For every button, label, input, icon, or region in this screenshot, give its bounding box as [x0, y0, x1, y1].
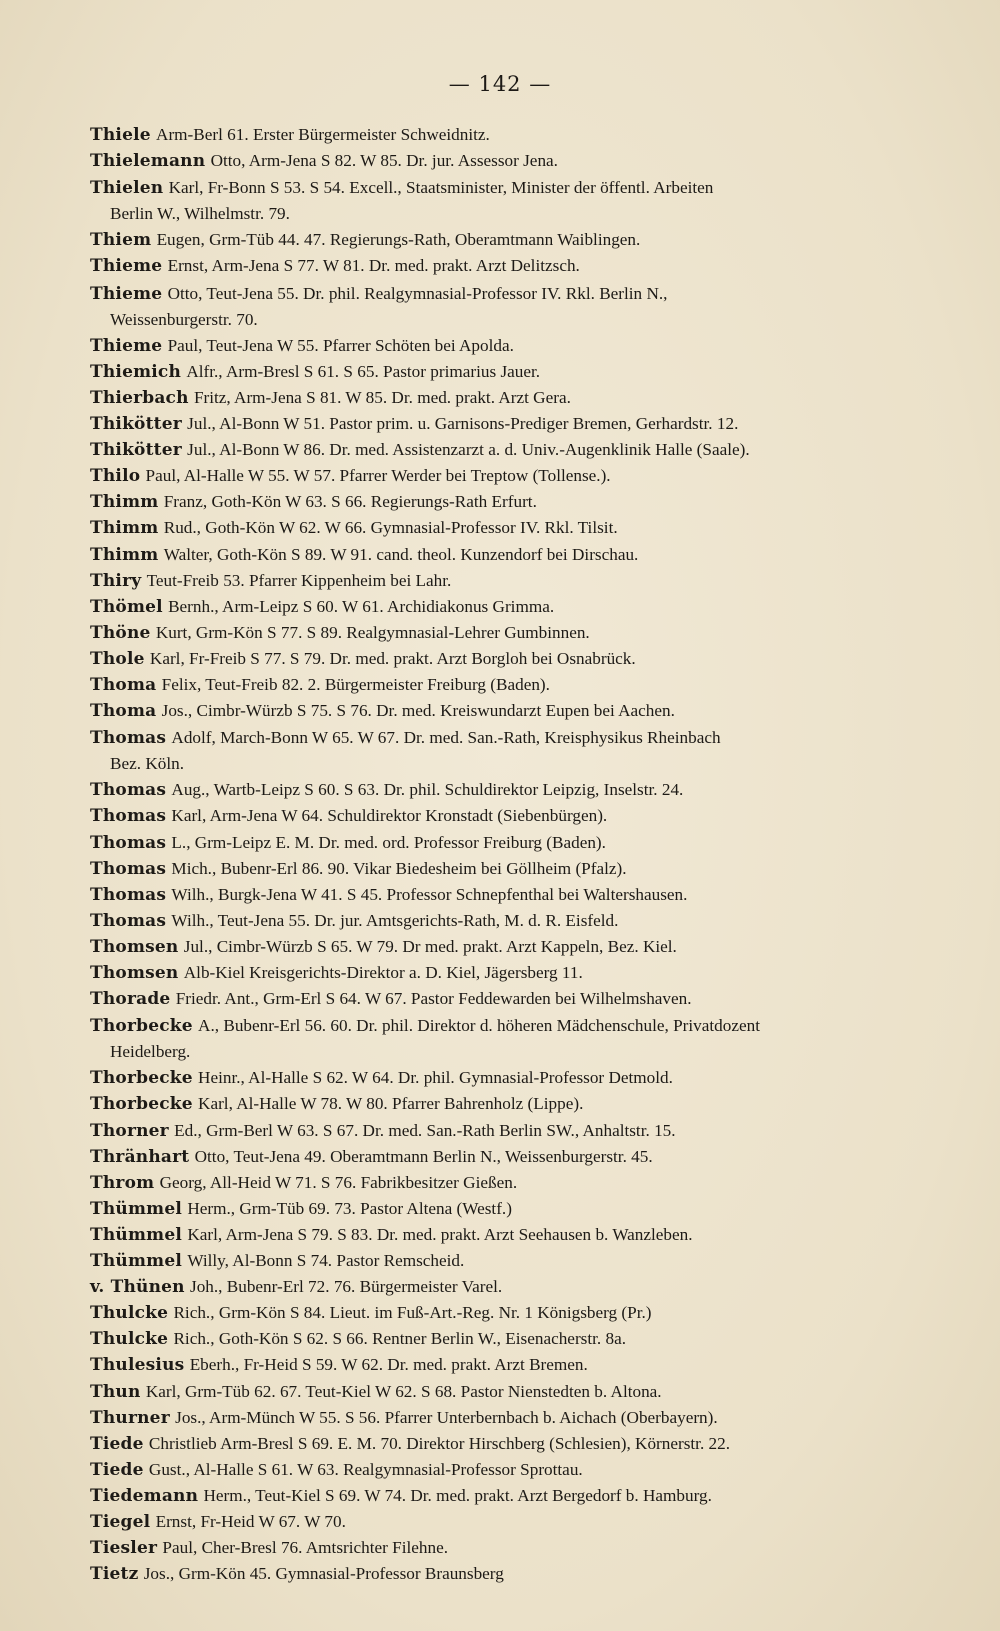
entry-text: Otto, Teut-Jena 55. Dr. phil. Realgymnasial-Professor IV. Rkl. Berlin N.,: [167, 283, 668, 303]
list-item: [90, 542, 970, 568]
entry-text: Rich., Goth-Kön S 62. S 66. Rentner Berlin W., Eisenacherstr. 8a.: [173, 1329, 627, 1349]
entry-surname: Thiry: [90, 570, 142, 591]
entry-continuation: Bez. Köln.: [110, 754, 184, 774]
entry-text: Wilh., Teut-Jena 55. Dr. jur. Amtsgerichts-Rath, M. d. R. Eisfeld.: [171, 910, 619, 930]
list-item: [90, 934, 970, 960]
list-item: [90, 803, 970, 829]
list-item: [90, 1405, 970, 1431]
list-item: [90, 882, 970, 908]
list-item: [90, 1379, 970, 1405]
entry-surname: Tiede: [90, 1433, 144, 1454]
list-item: [90, 1144, 970, 1170]
entry-surname: Thimm: [90, 544, 159, 565]
entry-surname: Thränhart: [90, 1146, 190, 1167]
list-item: [90, 1300, 970, 1326]
list-item: [90, 672, 970, 698]
list-item: [90, 856, 970, 882]
list-item: [90, 1457, 970, 1483]
entry-surname: Thümmel: [90, 1198, 183, 1219]
entry-surname: Thielemann: [90, 151, 206, 172]
list-item: [90, 830, 970, 856]
entry-text: Karl, Al-Halle W 78. W 80. Pfarrer Bahrenholz (Lippe).: [198, 1094, 584, 1114]
list-item: [90, 777, 970, 803]
list-item: [90, 1326, 970, 1352]
entry-surname: Thomsen: [90, 936, 179, 957]
list-item: [90, 568, 970, 594]
entry-surname: Tiesler: [90, 1538, 158, 1559]
list-item: [90, 411, 970, 437]
entry-surname: Thikötter: [90, 414, 182, 435]
entry-text: Adolf, March-Bonn W 65. W 67. Dr. med. San.-Rath, Kreisphysikus Rheinbach: [171, 728, 721, 748]
entry-text: Jul., Al-Bonn W 51. Pastor prim. u. Garnisons-Prediger Bremen, Gerhardstr. 12.: [187, 414, 739, 434]
entry-surname: Thieme: [90, 335, 163, 356]
entry-surname: Thorbecke: [90, 1016, 193, 1037]
list-item: [90, 960, 970, 986]
entry-text: Heinr., Al-Halle S 62. W 64. Dr. phil. Gymnasial-Professor Detmold.: [198, 1068, 673, 1088]
entry-text: Ernst, Arm-Jena S 77. W 81. Dr. med. prakt. Arzt Delitzsch.: [167, 256, 580, 276]
entry-surname: Thomas: [90, 832, 167, 853]
entry-text: Karl, Fr-Bonn S 53. S 54. Excell., Staatsminister, Minister der öffentl. Arbeiten: [168, 178, 714, 198]
entry-surname: Thomas: [90, 858, 167, 879]
entry-text: Aug., Wartb-Leipz S 60. S 63. Dr. phil. Schuldirektor Leipzig, Inselstr. 24.: [171, 780, 684, 800]
entry-text: Karl, Arm-Jena S 79. S 83. Dr. med. prakt. Arzt Seehausen b. Wanzleben.: [187, 1224, 693, 1244]
list-item: [90, 515, 970, 541]
list-item: [90, 1248, 970, 1274]
entry-text: Jul., Al-Bonn W 86. Dr. med. Assistenzarzt a. d. Univ.-Augenklinik Halle (Saale).: [187, 440, 750, 460]
entry-surname: Tiedemann: [90, 1485, 199, 1506]
entry-surname: Thomas: [90, 806, 167, 827]
list-item: [90, 646, 970, 672]
entry-surname: Tietz: [90, 1564, 139, 1585]
entry-text: Karl, Grm-Tüb 62. 67. Teut-Kiel W 62. S 68. Pastor Nienstedten b. Altona.: [145, 1381, 662, 1401]
entry-text: Walter, Goth-Kön S 89. W 91. cand. theol. Kunzendorf bei Dirschau.: [163, 544, 639, 564]
entry-surname: Thimm: [90, 518, 159, 539]
entry-surname: Thorner: [90, 1120, 169, 1141]
entry-text: Ed., Grm-Berl W 63. S 67. Dr. med. San.-Rath Berlin SW., Anhaltstr. 15.: [174, 1120, 676, 1140]
entry-continuation: Weissenburgerstr. 70.: [110, 309, 258, 329]
entry-text: Franz, Goth-Kön W 63. S 66. Regierungs-Rath Erfurt.: [163, 492, 537, 512]
list-item: [90, 281, 970, 333]
entry-surname: Thorbecke: [90, 1068, 193, 1089]
entry-text: Friedr. Ant., Grm-Erl S 64. W 67. Pastor Feddewarden bei Wilhelmshaven.: [175, 989, 692, 1009]
entry-surname: Thierbach: [90, 387, 189, 408]
entry-text: Jos., Cimbr-Würzb S 75. S 76. Dr. med. Kreiswundarzt Eupen bei Aachen.: [161, 701, 675, 721]
entry-continuation: Berlin W., Wilhelmstr. 79.: [110, 204, 290, 224]
list-item: [90, 1118, 970, 1144]
entry-text: Jos., Grm-Kön 45. Gymnasial-Professor Braunsberg: [143, 1564, 504, 1584]
list-item: [90, 489, 970, 515]
list-item: [90, 1509, 970, 1535]
list-item: [90, 148, 970, 174]
list-item: [90, 698, 970, 724]
entry-text: Joh., Bubenr-Erl 72. 76. Bürgermeister Varel.: [190, 1277, 503, 1297]
entry-text: Otto, Arm-Jena S 82. W 85. Dr. jur. Assessor Jena.: [210, 151, 558, 171]
entry-text: Alfr., Arm-Bresl S 61. S 65. Pastor primarius Jauer.: [186, 361, 541, 381]
entry-text: Otto, Teut-Jena 49. Oberamtmann Berlin N., Weissenburgerstr. 45.: [194, 1146, 653, 1166]
list-item: [90, 1483, 970, 1509]
entry-text: Kurt, Grm-Kön S 77. S 89. Realgymnasial-Lehrer Gumbinnen.: [155, 622, 590, 642]
entry-text: Georg, All-Heid W 71. S 76. Fabrikbesitzer Gießen.: [159, 1172, 518, 1192]
entry-text: Rud., Goth-Kön W 62. W 66. Gymnasial-Professor IV. Rkl. Tilsit.: [163, 518, 618, 538]
entry-surname: Thulesius: [90, 1355, 185, 1376]
entry-text: Paul, Al-Halle W 55. W 57. Pfarrer Werder bei Treptow (Tollense.).: [145, 466, 611, 486]
entry-text: Teut-Freib 53. Pfarrer Kippenheim bei Lahr.: [146, 570, 452, 590]
list-item: [90, 253, 970, 279]
entry-surname: Thomas: [90, 910, 167, 931]
entry-surname: Thomsen: [90, 963, 179, 983]
entry-surname: Thikötter: [90, 440, 182, 461]
list-item: [90, 227, 970, 253]
list-item: [90, 908, 970, 934]
list-item: [90, 437, 970, 463]
entry-surname: Thümmel: [90, 1251, 183, 1272]
list-item: [90, 1065, 970, 1091]
entry-surname: Thöne: [90, 622, 151, 643]
entry-text: Alb-Kiel Kreisgerichts-Direktor a. D. Kiel, Jägersberg 11.: [183, 963, 583, 982]
page-number: — 142 —: [448, 72, 552, 96]
entry-surname: Thole: [90, 648, 145, 669]
entry-text: Arm-Berl 61. Erster Bürgermeister Schweidnitz.: [156, 125, 490, 144]
entry-text: Bernh., Arm-Leipz S 60. W 61. Archidiakonus Grimma.: [168, 596, 555, 616]
list-item: [90, 1222, 970, 1248]
entry-text: L., Grm-Leipz E. M. Dr. med. ord. Professor Freiburg (Baden).: [171, 832, 606, 852]
entry-text: Christlieb Arm-Bresl S 69. E. M. 70. Direktor Hirschberg (Schlesien), Körnerstr. 22.: [148, 1433, 731, 1453]
entry-surname: Thilo: [90, 466, 141, 487]
entry-text: Ernst, Fr-Heid W 67. W 70.: [155, 1511, 346, 1531]
entry-text: Mich., Bubenr-Erl 86. 90. Vikar Biedesheim bei Göllheim (Pfalz).: [171, 858, 627, 878]
entry-text: Eberh., Fr-Heid S 59. W 62. Dr. med. prakt. Arzt Bremen.: [189, 1355, 588, 1375]
entry-text: Karl, Arm-Jena W 64. Schuldirektor Kronstadt (Siebenbürgen).: [171, 806, 608, 826]
entry-text: Jul., Cimbr-Würzb S 65. W 79. Dr med. prakt. Arzt Kappeln, Bez. Kiel.: [183, 936, 677, 956]
list-item: [90, 1196, 970, 1222]
list-item: [90, 385, 970, 411]
entry-text: Eugen, Grm-Tüb 44. 47. Regierungs-Rath, Oberamtmann Waiblingen.: [156, 230, 641, 250]
entry-surname: Thiele: [90, 125, 151, 145]
entry-surname: Thulcke: [90, 1329, 169, 1350]
entry-surname: Thomas: [90, 728, 167, 749]
entry-surname: Thurner: [90, 1407, 170, 1428]
entry-text: Jos., Arm-Münch W 55. S 56. Pfarrer Unterbernbach b. Aichach (Oberbayern).: [175, 1407, 718, 1427]
entry-text: Willy, Al-Bonn S 74. Pastor Remscheid.: [187, 1251, 465, 1271]
entry-surname: Thieme: [90, 283, 163, 304]
list-item: [90, 1013, 970, 1065]
entry-text: Paul, Teut-Jena W 55. Pfarrer Schöten bei Apolda.: [167, 335, 514, 355]
entry-surname: Thieme: [90, 256, 163, 277]
entry-surname: Thoma: [90, 701, 157, 722]
entry-surname: Thümmel: [90, 1224, 183, 1245]
entry-text: Wilh., Burgk-Jena W 41. S 45. Professor Schnepfenthal bei Waltershausen.: [171, 884, 688, 904]
list-item: [90, 1561, 970, 1587]
entry-surname: Thömel: [90, 596, 163, 617]
entry-surname: Thulcke: [90, 1303, 169, 1324]
entry-surname: Thomas: [90, 884, 167, 905]
list-item: [90, 1170, 970, 1196]
entry-text: Felix, Teut-Freib 82. 2. Bürgermeister Freiburg (Baden).: [161, 674, 550, 694]
entry-surname: Thorbecke: [90, 1094, 193, 1115]
list-item: [90, 1431, 970, 1457]
entry-surname: Thimm: [90, 492, 159, 513]
list-item: [90, 463, 970, 489]
list-item: [90, 1274, 970, 1300]
entry-surname: Thiem: [90, 230, 152, 251]
list-item: [90, 986, 970, 1012]
entry-text: Herm., Grm-Tüb 69. 73. Pastor Altena (Westf.): [187, 1198, 512, 1218]
entry-surname: Thoma: [90, 674, 157, 695]
list-item: [90, 122, 970, 148]
entry-text: A., Bubenr-Erl 56. 60. Dr. phil. Direktor d. höheren Mädchenschule, Privatdozent: [198, 1016, 760, 1036]
entry-text: Karl, Fr-Freib S 77. S 79. Dr. med. prakt. Arzt Borgloh bei Osnabrück.: [149, 648, 636, 668]
entry-surname: Throm: [90, 1172, 155, 1193]
list-item: [90, 1352, 970, 1378]
entry-surname: v. Thünen: [90, 1277, 185, 1298]
entry-surname: Thun: [90, 1381, 141, 1402]
list-item: [90, 620, 970, 646]
entry-list: [90, 122, 970, 1587]
entry-surname: Tiegel: [90, 1511, 151, 1532]
list-item: [90, 359, 970, 385]
entry-surname: Thorade: [90, 989, 171, 1010]
entry-text: Gust., Al-Halle S 61. W 63. Realgymnasial-Professor Sprottau.: [148, 1459, 583, 1479]
entry-text: Rich., Grm-Kön S 84. Lieut. im Fuß-Art.-Reg. Nr. 1 Königsberg (Pr.): [173, 1303, 652, 1323]
entry-surname: Thielen: [90, 178, 164, 199]
entry-text: Herm., Teut-Kiel S 69. W 74. Dr. med. prakt. Arzt Bergedorf b. Hamburg.: [203, 1485, 712, 1505]
entry-text: Paul, Cher-Bresl 76. Amtsrichter Filehne.: [162, 1538, 449, 1558]
entry-surname: Tiede: [90, 1459, 144, 1480]
list-item: [90, 1535, 970, 1561]
list-item: [90, 594, 970, 620]
entry-text: Fritz, Arm-Jena S 81. W 85. Dr. med. prakt. Arzt Gera.: [193, 387, 571, 407]
list-item: [90, 333, 970, 359]
entry-surname: Thiemich: [90, 361, 182, 382]
list-item: [90, 725, 970, 777]
list-item: [90, 1091, 970, 1117]
entry-surname: Thomas: [90, 780, 167, 801]
list-item: [90, 175, 970, 227]
entry-continuation: Heidelberg.: [110, 1042, 191, 1062]
